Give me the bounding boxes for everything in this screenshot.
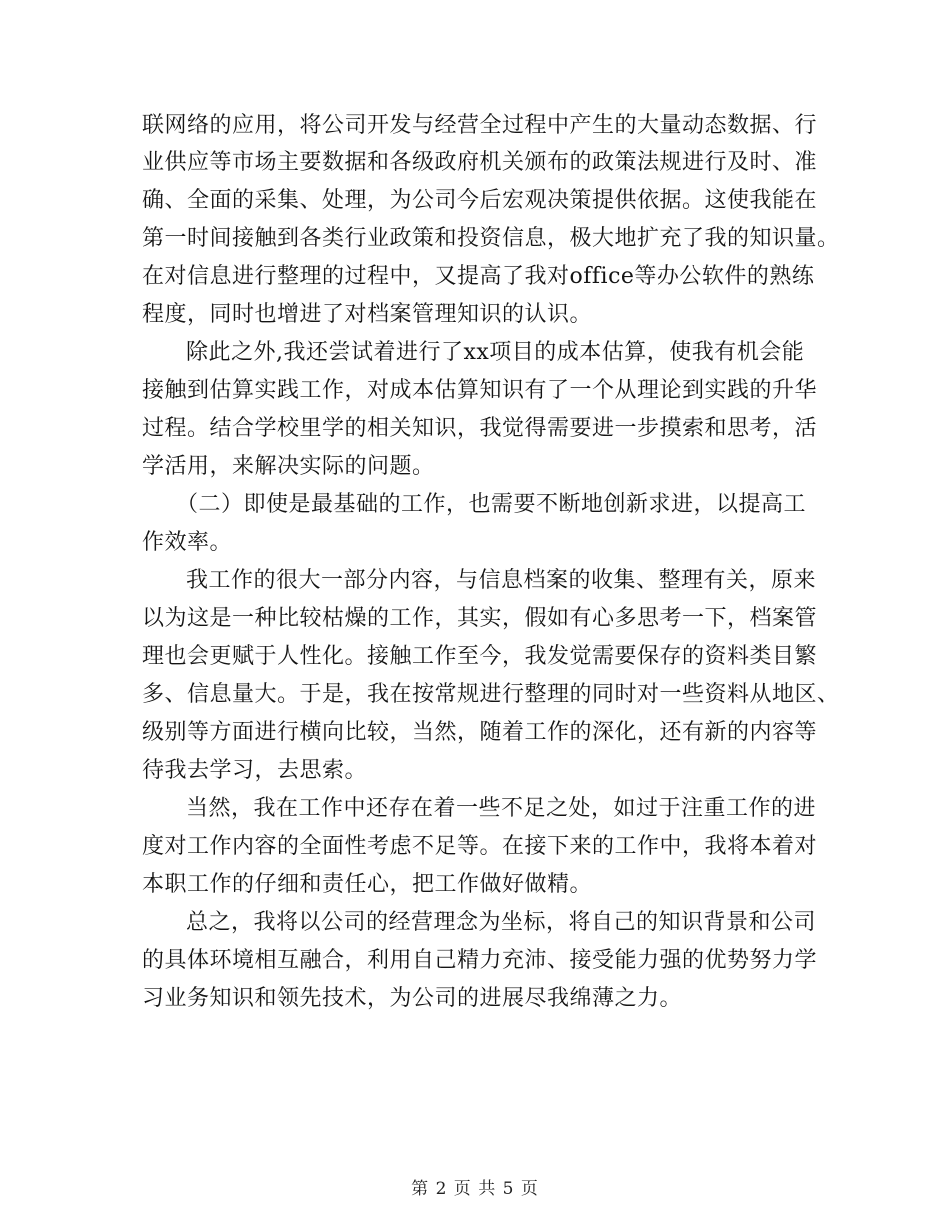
- text-line: 习业务知识和领先技术，为公司的进展尽我绵薄之力。: [142, 986, 683, 1011]
- text-line: 联网络的应用，将公司开发与经营全过程中产生的大量动态数据、行: [142, 113, 818, 138]
- text-line: 在对信息进行整理的过程中，又提高了我对office等办公软件的熟练: [142, 264, 815, 289]
- text-line: 度对工作内容的全面性考虑不足等。在接下来的工作中，我将本着对: [142, 834, 818, 859]
- text-line: 级别等方面进行横向比较，当然，随着工作的深化，还有新的内容等: [142, 720, 818, 745]
- text-line: 确、全面的采集、处理，为公司今后宏观决策提供依据。这使我能在: [142, 188, 818, 213]
- text-line: 总之，我将以公司的经营理念为坐标，将自己的知识背景和公司: [186, 910, 817, 935]
- text-line: 以为这是一种比较枯燥的工作，其实，假如有心多思考一下，档案管: [142, 606, 818, 631]
- text-line: 业供应等市场主要数据和各级政府机关颁布的政策法规进行及时、准: [142, 150, 818, 175]
- text-line: 学活用，来解决实际的问题。: [142, 454, 435, 479]
- section-heading-line: 作效率。: [142, 530, 233, 555]
- text-line: 待我去学习，去思索。: [142, 758, 368, 783]
- text-line: 多、信息量大。于是，我在按常规进行整理的同时对一些资料从地区、: [142, 682, 840, 707]
- text-line: 理也会更赋于人性化。接触工作至今，我发觉需要保存的资料类目繁: [142, 644, 818, 669]
- text-line: 的具体环境相互融合，利用自己精力充沛、接受能力强的优势努力学: [142, 948, 818, 973]
- text-line: 接触到估算实践工作，对成本估算知识有了一个从理论到实践的升华: [142, 378, 818, 403]
- section-heading-line: （二）即使是最基础的工作，也需要不断地创新求进，以提高工: [176, 492, 807, 517]
- text-line: 我工作的很大一部分内容，与信息档案的收集、整理有关，原来: [186, 568, 817, 593]
- text-line: 当然，我在工作中还存在着一些不足之处，如过于注重工作的进: [186, 796, 817, 821]
- text-line: 程度，同时也增进了对档案管理知识的认识。: [142, 302, 593, 327]
- page-number-footer: 第 2 页 共 5 页: [411, 1179, 539, 1199]
- text-line: 本职工作的仔细和责任心，把工作做好做精。: [142, 872, 593, 897]
- text-line: 过程。结合学校里学的相关知识，我觉得需要进一步摸索和思考，活: [142, 416, 818, 441]
- text-line: 第一时间接触到各类行业政策和投资信息，极大地扩充了我的知识量。: [142, 226, 840, 251]
- text-line: 除此之外,我还尝试着进行了xx项目的成本估算，使我有机会能: [186, 340, 805, 365]
